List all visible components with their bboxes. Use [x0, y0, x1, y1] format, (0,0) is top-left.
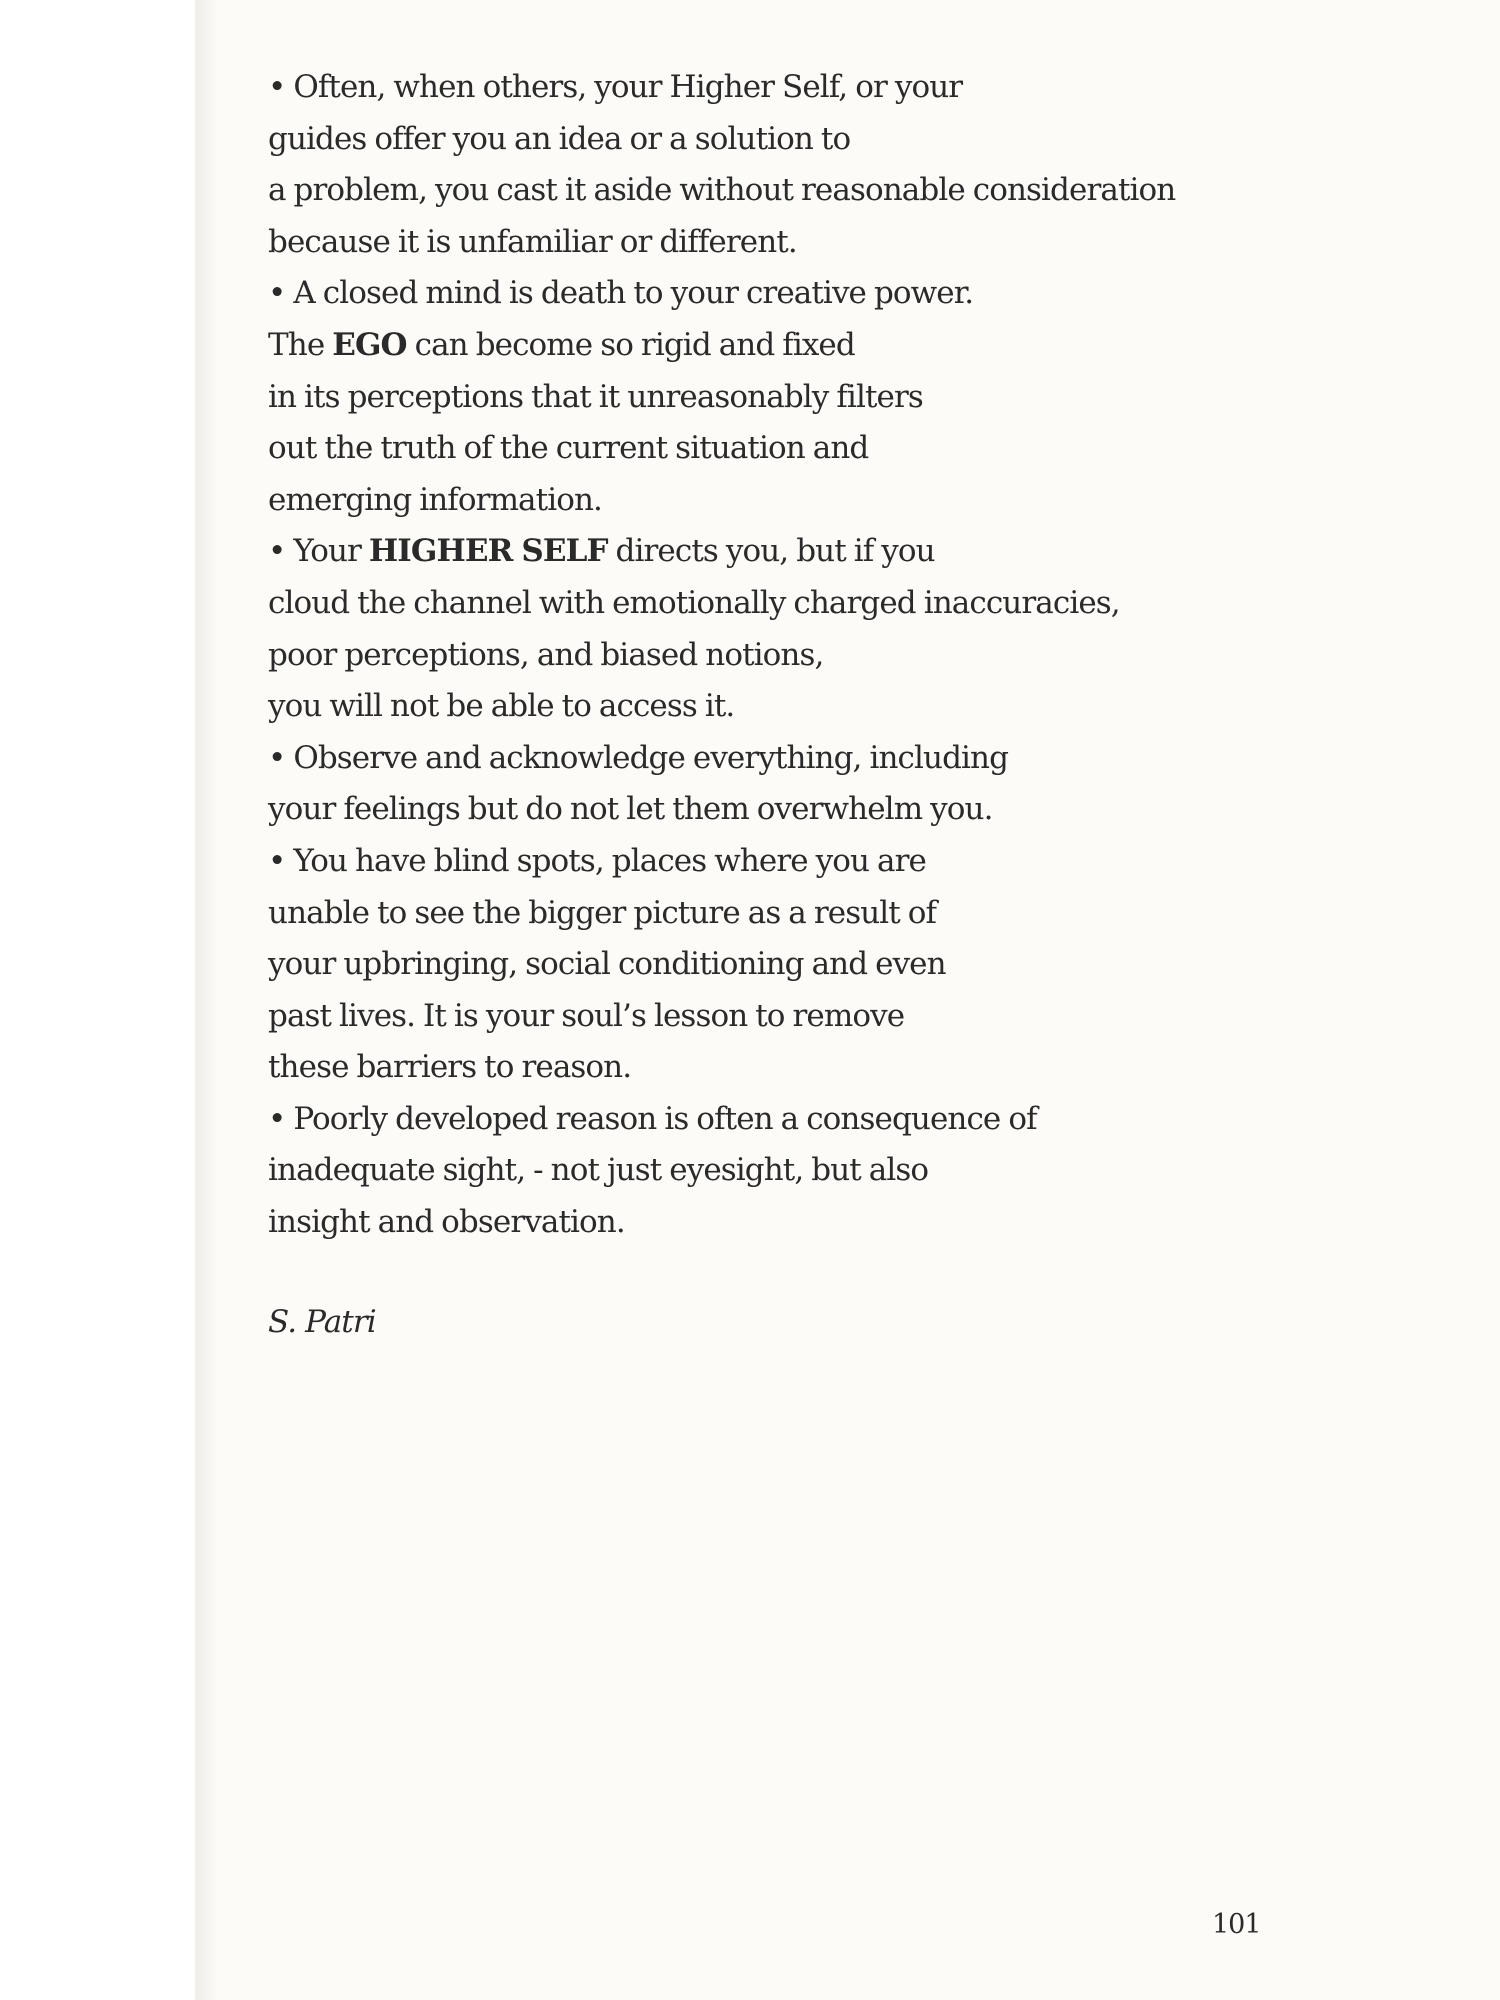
- book-page: [195, 0, 1500, 2000]
- text-line: cloud the channel with emotionally charged inaccuracies,: [268, 584, 1120, 621]
- author-signature: S. Patri: [268, 1304, 376, 1340]
- bold-term-ego: EGO: [332, 326, 407, 363]
- bold-term-higher-self: HIGHER SELF: [368, 533, 608, 570]
- text-line: your upbringing, social conditioning and even: [268, 946, 946, 983]
- text-line: in its perceptions that it unreasonably filters: [268, 378, 923, 415]
- text-line: because it is unfamiliar or different.: [268, 223, 797, 260]
- text-line: past lives. It is your soul’s lesson to remove: [268, 997, 905, 1034]
- text-line: these barriers to reason.: [268, 1049, 632, 1086]
- text-line: • Poorly developed reason is often a consequence of: [268, 1100, 1037, 1137]
- text-line: • A closed mind is death to your creative power.: [268, 275, 974, 312]
- text-line: your feelings but do not let them overwhelm you.: [268, 791, 993, 828]
- text-line: inadequate sight, - not just eyesight, but also: [268, 1152, 929, 1189]
- page-gutter-shadow: [195, 0, 219, 2000]
- text-line: • Observe and acknowledge everything, including: [268, 739, 1009, 776]
- page-number: 101: [1212, 1909, 1261, 1940]
- text-line: The EGO can become so rigid and fixed: [268, 326, 855, 363]
- text-line: you will not be able to access it.: [268, 688, 735, 725]
- text-line: a problem, you cast it aside without reasonable consideration: [268, 172, 1176, 209]
- text-line: • Your HIGHER SELF directs you, but if you: [268, 533, 935, 570]
- text-line: emerging information.: [268, 481, 602, 518]
- text-line: unable to see the bigger picture as a result of: [268, 894, 937, 931]
- text-line: • You have blind spots, places where you are: [268, 842, 926, 879]
- text-line: • Often, when others, your Higher Self, or your: [268, 69, 963, 105]
- body-text: [268, 62, 1175, 1249]
- text-line: poor perceptions, and biased notions,: [268, 636, 824, 673]
- text-line: out the truth of the current situation and: [268, 430, 869, 467]
- text-line: insight and observation.: [268, 1204, 625, 1241]
- text-line: guides offer you an idea or a solution to: [268, 120, 851, 157]
